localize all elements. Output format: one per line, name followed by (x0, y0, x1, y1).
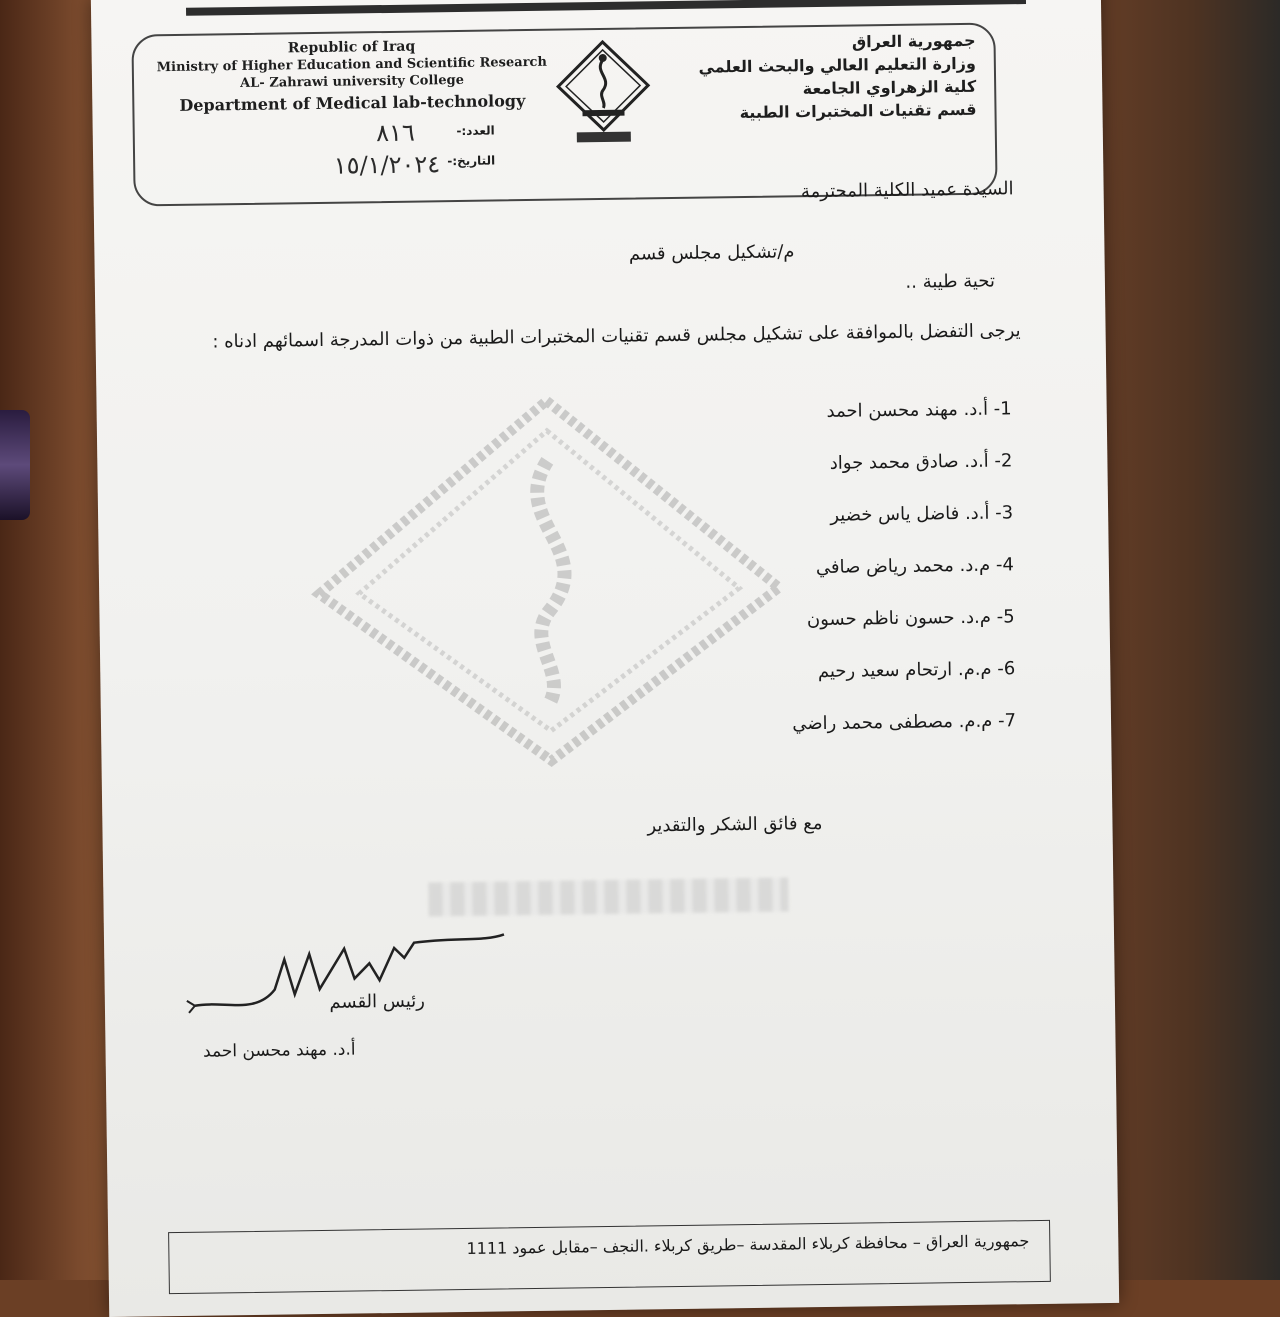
letter-page (91, 0, 1119, 1317)
list-item: 5- م.د. حسون ناظم حسون (806, 606, 1015, 631)
footer-address: جمهورية العراق – محافظة كربلاء المقدسة –طريق كربلاء .النجف –مقابل عمود 1111 (466, 1231, 1030, 1258)
date-label: التاريخ:- (447, 153, 496, 169)
members-list (412, 394, 1017, 766)
list-item: 4- م.د. محمد رياض صافي (815, 554, 1014, 579)
closing-line: مع فائق الشكر والتقدير (647, 812, 823, 837)
ministry-ar: وزارة التعليم العالي والبحث العلمي (698, 53, 976, 77)
college-logo-icon (553, 37, 653, 148)
signature-title: رئيس القسم (329, 990, 426, 1013)
body-paragraph: يرجى التفضل بالموافقة على تشكيل مجلس قسم تقنيات المختبرات الطبية من ذوات المدرجة اسمائهم ادناه : (212, 320, 1021, 353)
college-ar: كلية الزهراوي الجامعة (802, 76, 977, 99)
greeting: تحية طيبة .. (905, 270, 996, 293)
number-label: العدد:- (456, 123, 495, 139)
letterhead-arabic (665, 29, 976, 125)
reference-block (255, 119, 496, 182)
signature-name: أ.د. مهند محسن احمد (202, 1039, 356, 1062)
list-item: 6- م.م. ارتحام سعيد رحيم (817, 658, 1016, 683)
college-en: AL- Zahrawi university College (240, 72, 465, 92)
date-value: ١٥/١/٢٠٢٤ (333, 150, 441, 180)
ministry-en: Ministry of Higher Education and Scientific Research (156, 54, 547, 76)
list-item: 2- أ.د. صادق محمد جواد (829, 450, 1013, 474)
footer-address-box (168, 1220, 1051, 1294)
letterhead-english (151, 37, 552, 115)
faded-stamp (428, 877, 788, 916)
list-item: 7- م.م. مصطفى محمد راضي (792, 710, 1017, 735)
date-row (255, 149, 495, 182)
country-ar: جمهورية العراق (851, 30, 976, 52)
country-en: Republic of Iraq (287, 38, 416, 57)
reference-number-row (255, 119, 495, 152)
department-ar: قسم تقنيات المختبرات الطبية (739, 99, 977, 123)
desk-object (0, 410, 30, 520)
letterhead (131, 22, 997, 206)
list-item: 3- أ.د. فاضل ياس خضير (830, 502, 1014, 526)
top-border-bar (186, 0, 1026, 16)
subject-line: م/تشكيل مجلس قسم (628, 241, 795, 265)
addressee: السيدة عميد الكلية المحترمة (800, 178, 1014, 203)
list-item: 1- أ.د. مهند محسن احمد (826, 398, 1012, 422)
department-en: Department of Medical lab-technology (179, 91, 526, 115)
number-value: ٨١٦ (375, 118, 415, 148)
handwritten-signature-icon (184, 916, 516, 1031)
